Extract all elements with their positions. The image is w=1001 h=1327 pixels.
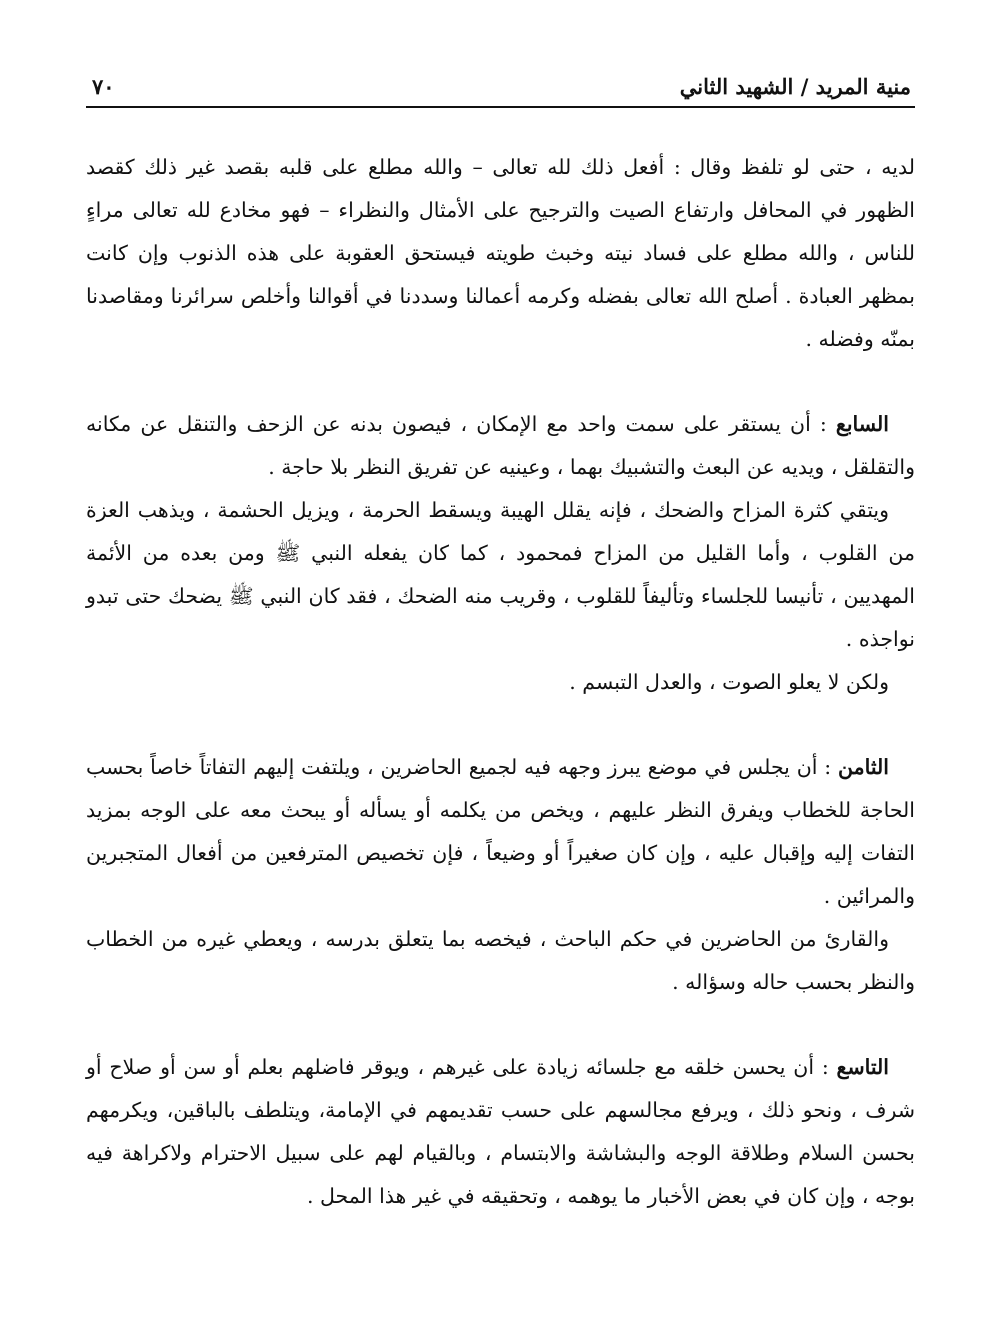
section-lead: التاسع bbox=[836, 1055, 889, 1079]
header-rule bbox=[86, 106, 915, 108]
paragraph-text: : أن يستقر على سمت واحد مع الإمكان ، فيصون بدنه عن الزحف والتنقل عن مكانه والتقلقل ، ويديه عن البعث والتشبيك بهما ، وعينيه عن تفريق النظر بلا حاجة . bbox=[86, 412, 915, 479]
paragraph-text: : أن يحسن خلقه مع جلسائه زيادة على غيرهم ، ويوقر فاضلهم بعلم أو سن أو صلاح أو شرف ، ونحو ذلك ، ويرفع مجالسهم على حسب تقديمهم في الإمامة، ويتلطف بالباقين، ويكرمهم بحسن السلام وطلاقة الوجه والبشاشة والابتسام ، وبالقيام لهم على سبيل الاحترام ولاكراهة فيه بوجه ، وإن كان في بعض الأخبار ما يوهمه ، وتحقيقه في غير هذا المحل . bbox=[86, 1055, 915, 1208]
page-number: ٧٠ bbox=[92, 74, 115, 99]
running-header bbox=[86, 70, 915, 110]
paragraph-text: : أن يجلس في موضع يبرز وجهه فيه لجميع الحاضرين ، ويلتفت إليهم التفاتاً خاصاً بحسب الحاجة للخطاب ويفرق النظر عليهم ، ويخص من يكلمه أو يسأله أو يبحث معه على الوجه بمزيد التفات إليه وإقبال عليه ، وإن كان صغيراً أو وضيعاً ، فإن تخصيص المترفعين من أفعال المتجبرين والمرائين . bbox=[86, 755, 915, 908]
running-title: منية المريد / الشهيد الثاني bbox=[679, 74, 911, 99]
section-lead: السابع bbox=[835, 412, 889, 436]
paragraph-eighth bbox=[86, 746, 915, 918]
paragraph-text: ويتقي كثرة المزاح والضحك ، فإنه يقلل الهيبة ويسقط الحرمة ، ويزيل الحشمة ، ويذهب العزة من القلوب ، وأما القليل من المزاح فمحمود ، كما كان يفعله النبي ﷺ ومن بعده من الأئمة المهديين ، تأنيسا للجلساء وتأليفاً للقلوب ، وقريب منه الضحك ، فقد كان النبي ﷺ يضحك حتى تبدو نواجذه . bbox=[86, 498, 915, 651]
paragraph bbox=[86, 146, 915, 361]
paragraph-text: ولكن لا يعلو الصوت ، والعدل التبسم . bbox=[569, 670, 889, 694]
paragraph-text: لديه ، حتى لو تلفظ وقال : أفعل ذلك لله تعالى – والله مطلع على قلبه بقصد غير ذلك كقصد الظهور في المحافل وارتفاع الصيت والترجيح على الأمثال والنظراء – فهو مخادع لله تعالى مراءٍ للناس ، والله مطلع على فساد نيته وخبث طويته فيستحق العقوبة على هذه الذنوب وإن كانت بمظهر العبادة . أصلح الله تعالى بفضله وكرمه أعمالنا وسددنا في أقوالنا وأخلص سرائرنا ومقاصدنا بمنّه وفضله . bbox=[86, 155, 915, 351]
paragraph-seventh bbox=[86, 403, 915, 489]
paragraph bbox=[86, 918, 915, 1004]
paragraph bbox=[86, 489, 915, 661]
paragraph bbox=[86, 661, 915, 704]
paragraph-ninth bbox=[86, 1046, 915, 1218]
section-lead: الثامن bbox=[838, 755, 889, 779]
paragraph-text: والقارئ من الحاضرين في حكم الباحث ، فيخصه بما يتعلق بدرسه ، ويعطي غيره من الخطاب والنظر بحسب حاله وسؤاله . bbox=[86, 927, 915, 994]
body-text bbox=[86, 146, 915, 1218]
